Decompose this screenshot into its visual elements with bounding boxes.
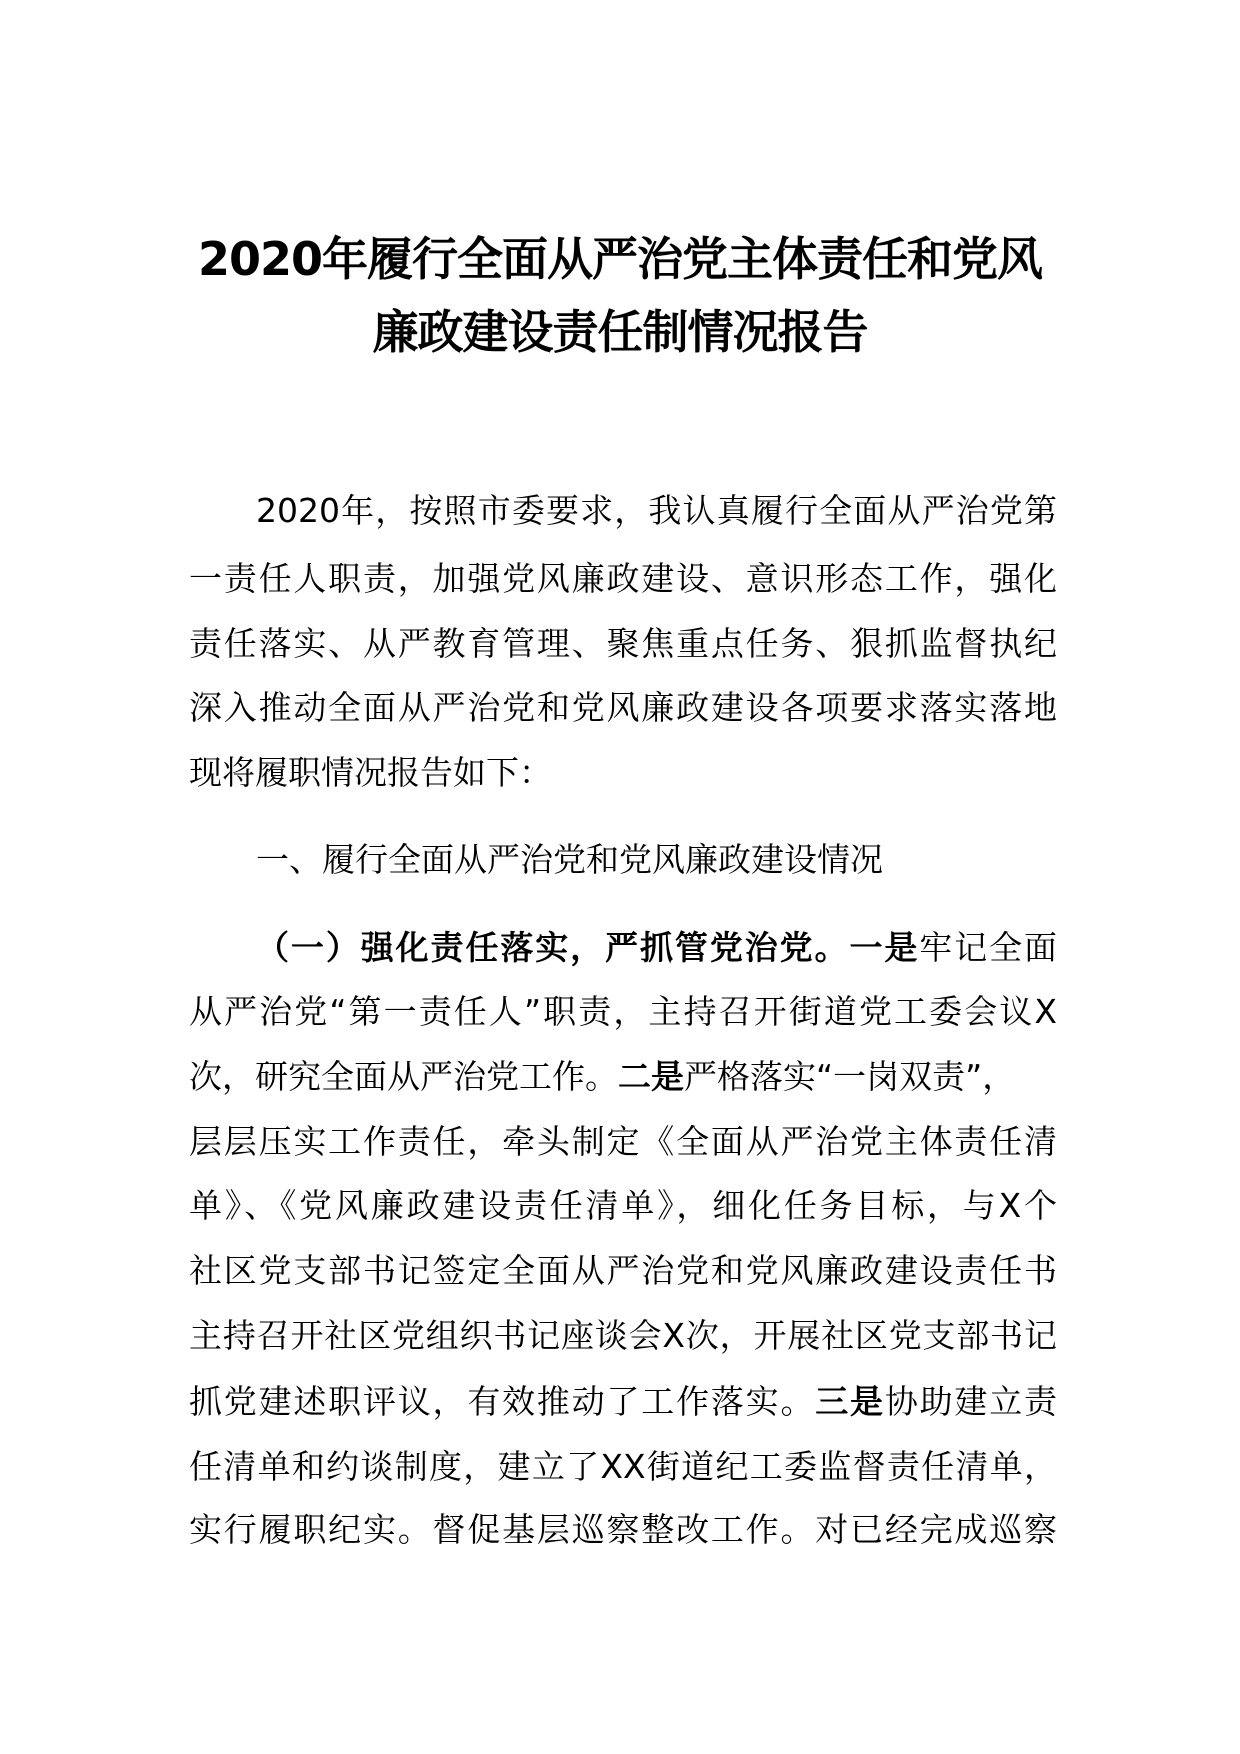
text-segment: 任清单和约谈制度，建立了XX街道纪工委监督责任清单， xyxy=(189,1447,1057,1486)
bold-text-segment: 二是 xyxy=(618,1057,684,1096)
text-line xyxy=(189,1184,1057,1228)
text-segment: 单》、《党风廉政建设责任清单》，细化任务目标，与X个 xyxy=(189,1186,1057,1225)
text-line xyxy=(189,1445,1057,1489)
text-segment: 现将履职情况报告如下： xyxy=(189,753,552,792)
text-line xyxy=(189,622,1057,666)
text-line xyxy=(256,489,1057,533)
text-segment: 实行履职纪实。督促基层巡察整改工作。对已经完成巡察 xyxy=(189,1510,1057,1549)
text-line xyxy=(189,1120,1057,1164)
text-segment: 责任落实、从严教育管理、聚焦重点任务、狠抓监督执纪 xyxy=(189,624,1057,663)
text-line xyxy=(189,990,1057,1034)
bold-text-segment: 三是 xyxy=(815,1382,885,1421)
section-heading: 一、履行全面从严治党和党风廉政建设情况 xyxy=(256,840,883,879)
text-line xyxy=(189,1314,1057,1358)
text-line xyxy=(189,1508,1057,1552)
text-line xyxy=(189,686,1057,730)
text-segment: 协助建立责 xyxy=(884,1382,1058,1421)
text-segment: 牢记全面 xyxy=(919,928,1058,967)
text-segment: 深入推动全面从严治党和党风廉政建设各项要求落实落地 xyxy=(189,688,1057,727)
text-segment: 次，研究全面从严治党工作。 xyxy=(189,1057,618,1096)
text-segment: 2020年，按照市委要求，我认真履行全面从严治党第 xyxy=(256,491,1057,530)
document-title-line-2: 廉政建设责任制情况报告 xyxy=(372,305,868,359)
text-line xyxy=(189,1249,1057,1293)
text-segment: 从严治党“第一责任人”职责，主持召开街道党工委会议X xyxy=(189,992,1057,1031)
text-line xyxy=(256,926,1057,970)
text-line xyxy=(189,1380,1057,1424)
text-segment: 严格落实“一岗双责”， xyxy=(684,1057,1016,1096)
text-segment: 一责任人职责，加强党风廉政建设、意识形态工作，强化 xyxy=(189,559,1057,598)
text-segment: 抓党建述职评议，有效推动了工作落实。 xyxy=(189,1382,816,1421)
bold-text-segment: （一）强化责任落实，严抓管党治党。一是 xyxy=(256,928,920,967)
text-line xyxy=(189,557,1057,601)
document-title-line-1: 2020年履行全面从严治党主体责任和党风 xyxy=(197,232,1043,286)
text-line xyxy=(189,751,1057,795)
text-segment: 社区党支部书记签定全面从严治党和党风廉政建设责任书 xyxy=(189,1251,1057,1290)
text-segment: 层层压实工作责任，牵头制定《全面从严治党主体责任清 xyxy=(189,1122,1057,1161)
text-line xyxy=(189,1055,1015,1099)
text-segment: 主持召开社区党组织书记座谈会X次，开展社区党支部书记 xyxy=(189,1316,1057,1355)
